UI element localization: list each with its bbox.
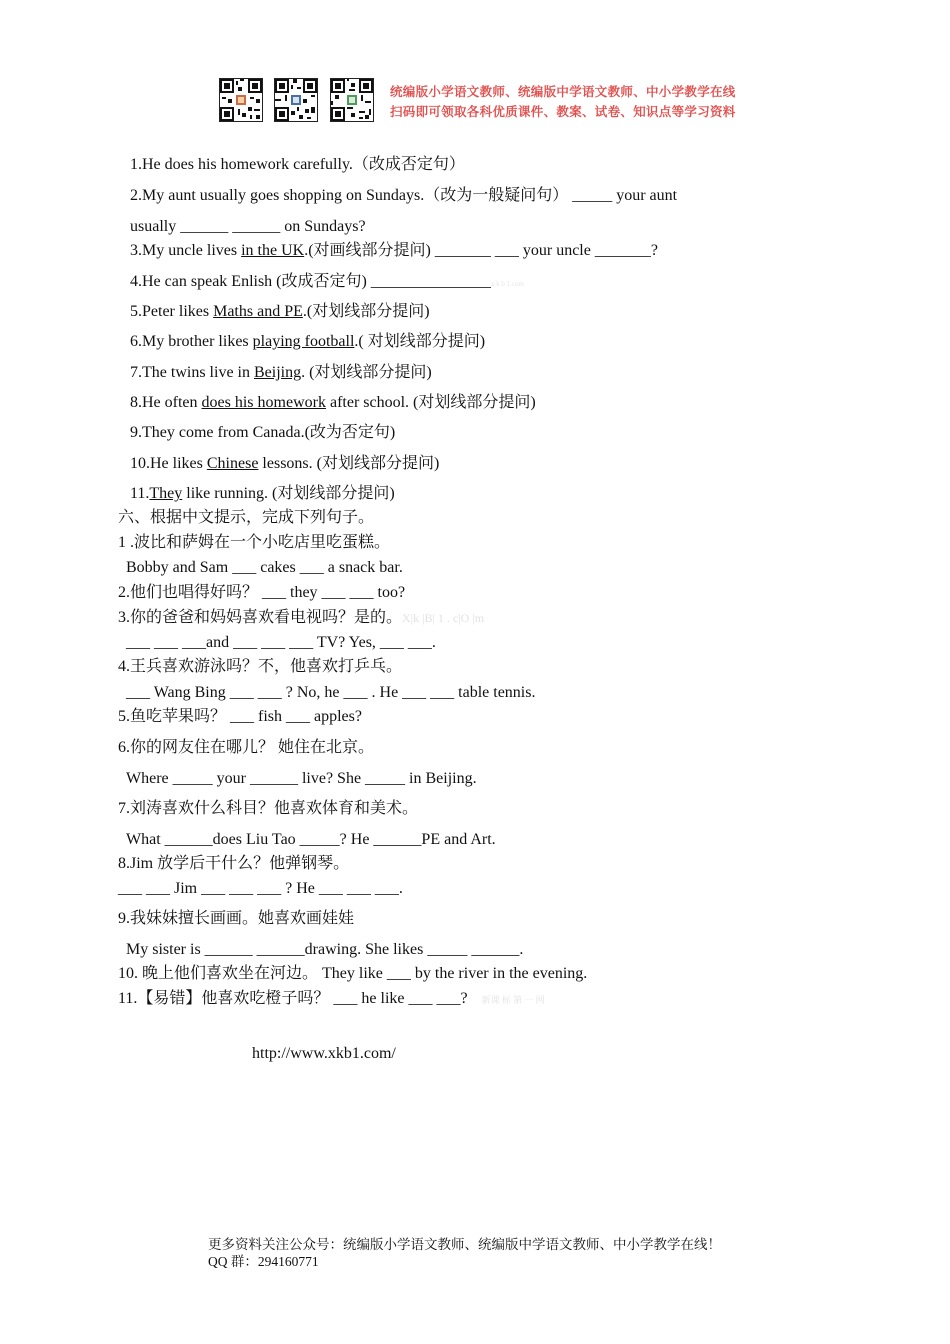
banner-line-1: 统编版小学语文教师、统编版中学语文教师、中小学教学在线 — [390, 84, 736, 99]
source-url: http://www.xkb1.com/ — [252, 1045, 396, 1062]
s5-question-8: 8.He often does his homework after school. (对划线部分提问) — [130, 394, 536, 411]
s5-question-4: 4.He can speak Enlish (改成否定句) _______________x k b 1.com — [130, 273, 524, 290]
qr-code-3 — [330, 78, 374, 122]
s5-question-10: 10.He likes Chinese lessons. (对划线部分提问) — [130, 455, 440, 472]
s6-question-1-cn: 1 .波比和萨姆在一个小吃店里吃蛋糕。 — [118, 534, 391, 551]
s5-question-11: 11.They like running. (对划线部分提问) — [130, 485, 395, 502]
s5-question-1: 1.He does his homework carefully.（改成否定句） — [130, 156, 465, 173]
banner-line-2: 扫码即可领取各科优质课件、教案、试卷、知识点等学习资料 — [390, 104, 736, 119]
watermark: 新课 标 第 一 网 — [481, 995, 545, 1005]
s6-question-6-cn: 6.你的网友住在哪儿？ 她住在北京。 — [118, 739, 375, 756]
footer-line-2: QQ 群：294160771 — [208, 1254, 319, 1269]
watermark: x k b 1.com — [490, 280, 524, 288]
s6-question-10: 10. 晚上他们喜欢坐在河边。 They like ___ by the river in the evening. — [118, 965, 588, 982]
qr-pattern-icon — [275, 79, 317, 121]
s6-question-4-cn: 4.王兵喜欢游泳吗？不，他喜欢打乒乓。 — [118, 658, 403, 675]
s6-question-4-en: ___ Wang Bing ___ ___ ? No, he ___ . He ___ ___ table tennis. — [126, 684, 536, 701]
s5-question-5: 5.Peter likes Maths and PE.(对划线部分提问) — [130, 303, 430, 320]
qr-pattern-icon — [220, 79, 262, 121]
s6-question-5: 5.鱼吃苹果吗？ ___ fish ___ apples? — [118, 708, 362, 725]
underlined-phrase: in the UK — [241, 242, 305, 259]
s5-question-7: 7.The twins live in Beijing. (对划线部分提问) — [130, 364, 432, 381]
underlined-phrase: Maths and PE — [213, 303, 303, 320]
underlined-phrase: does his homework — [201, 394, 326, 411]
qr-code-1 — [219, 78, 263, 122]
s6-question-8-en: ___ ___ Jim ___ ___ ___ ? He ___ ___ ___. — [118, 880, 403, 897]
underlined-phrase: Beijing — [253, 364, 302, 381]
s6-question-7-cn: 7.刘涛喜欢什么科目？他喜欢体育和美术。 — [118, 800, 419, 817]
watermark: X|k |B| 1 . c|O |m — [402, 611, 485, 625]
s5-question-9: 9.They come from Canada.(改为否定句) — [130, 424, 396, 441]
s6-question-3-cn: 3.你的爸爸和妈妈喜欢看电视吗？是的。X|k |B| 1 . c|O |m — [118, 609, 485, 626]
s6-question-9-cn: 9.我妹妹擅长画画。她喜欢画娃娃 — [118, 910, 355, 927]
s6-question-9-en: My sister is ______ ______drawing. She likes _____ ______. — [126, 941, 524, 958]
s5-question-2: 2.My aunt usually goes shopping on Sundays.（改为一般疑问句） _____ your aunt — [130, 187, 678, 204]
s5-question-2-cont: usually ______ ______ on Sundays? — [130, 218, 366, 235]
s6-question-6-en: Where _____ your ______ live? She _____ in Beijing. — [126, 770, 477, 787]
qr-pattern-icon — [331, 79, 373, 121]
footer-line-1: 更多资料关注公众号：统编版小学语文教师、统编版中学语文教师、中小学教学在线！ — [208, 1237, 721, 1252]
s5-question-6: 6.My brother likes playing football.( 对划线部分提问) — [130, 333, 486, 350]
underlined-phrase: They — [149, 485, 183, 502]
qr-code-2 — [274, 78, 318, 122]
s6-question-1-en: Bobby and Sam ___ cakes ___ a snack bar. — [126, 559, 403, 576]
s6-question-8-cn: 8.Jim 放学后干什么？他弹钢琴。 — [118, 855, 350, 872]
s6-question-7-en: What ______does Liu Tao _____? He ______PE and Art. — [126, 831, 496, 848]
s6-question-3-en: ___ ___ ___and ___ ___ ___ TV? Yes, ___ ___. — [126, 634, 436, 651]
s6-question-11: 11.【易错】他喜欢吃橙子吗？ ___ he like ___ ___? 新课 标 第 一 网 — [118, 990, 545, 1007]
underlined-phrase: Chinese — [206, 455, 259, 472]
underlined-phrase: playing football — [252, 333, 355, 350]
s6-heading: 六、根据中文提示，完成下列句子。 — [118, 509, 375, 526]
s6-question-2: 2.他们也唱得好吗？ ___ they ___ ___ too? — [118, 584, 406, 601]
s5-question-3: 3.My uncle lives in the UK.(对画线部分提问) _______ ___ your uncle _______? — [130, 242, 658, 259]
